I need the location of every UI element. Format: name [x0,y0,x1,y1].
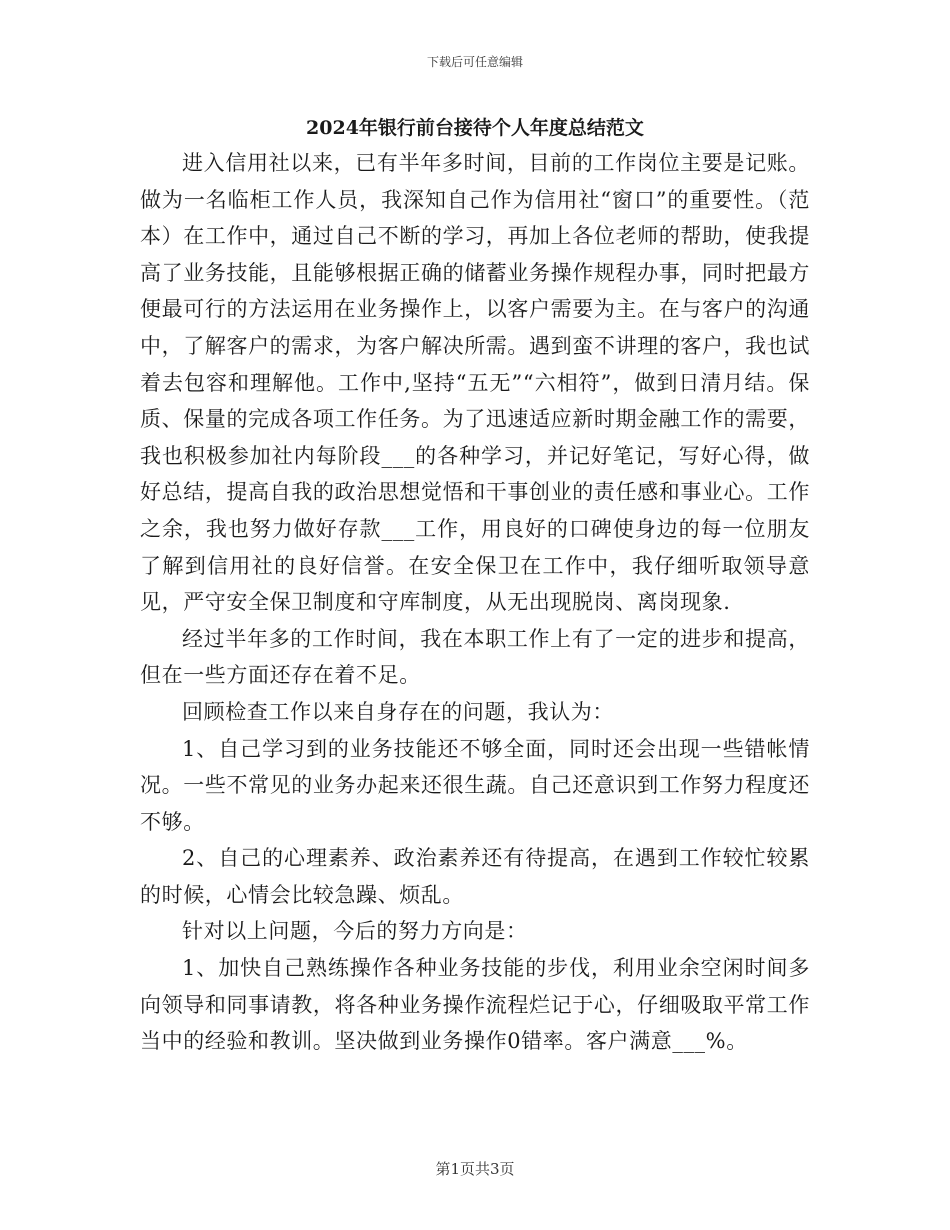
paragraph: 针对以上问题，今后的努力方向是： [182,919,528,944]
paragraph: 1、自己学习到的业务技能还不够全面，同时还会出现一些错帐情况。一些不常见的业务办起来还很生蔬。自己还意识到工作努力程度还不够。 [140,736,810,834]
paragraph: 1、加快自己熟练操作各种业务技能的步伐，利用业余空闲时间多向领导和同事请教，将各种业务操作流程烂记于心，仔细吸取平常工作当中的经验和教训。坚决做到业务操作0错率。客户满意___%。 [140,956,810,1054]
paragraph: 经过半年多的工作时间，我在本职工作上有了一定的进步和提高，但在一些方面还存在着不足。 [140,626,810,688]
paragraph: 进入信用社以来，已有半年多时间，目前的工作岗位主要是记账。做为一名临柜工作人员，我深知自己作为信用社“窗口”的重要性。（范本）在工作中，通过自己不断的学习，再加上各位老师的帮助，使我提高了业务技能，且能够根据正确的储蓄业务操作规程办事，同时把最方便最可行的方法运用在业务操作上，以客户需要为主。在与客户的沟通中，了解客户的需求，为客户解决所需。遇到蛮不讲理的客户，我也试着去包容和理解他。工作中,坚持“五无”“六相符”，做到日清月结。保质、保量的完成各项工作任务。为了迅速适应新时期金融工作的需要，我也积极参加社内每阶段___的各种学习，并记好笔记，写好心得，做好总结，提高自我的政治思想觉悟和干事创业的责任感和事业心。工作之余，我也努力做好存款___工作，用良好的口碑使身边的每一位朋友了解到信用社的良好信誉。在安全保卫在工作中，我仔细听取领导意见，严守安全保卫制度和守库制度，从无出现脱岗、离岗现象. [140,151,810,615]
page-header-note: 下载后可任意编辑 [426,55,523,69]
paragraph: 回顾检查工作以来自身存在的问题，我认为： [182,699,614,724]
paragraph: 2、自己的心理素养、政治素养还有待提高，在遇到工作较忙较累的时候，心情会比较急躁、烦乱。 [140,846,810,907]
document-title: 2024年银行前台接待个人年度总结范文 [306,117,644,139]
page-number-footer: 第1页共3页 [435,1160,515,1178]
document-body [140,145,810,1060]
